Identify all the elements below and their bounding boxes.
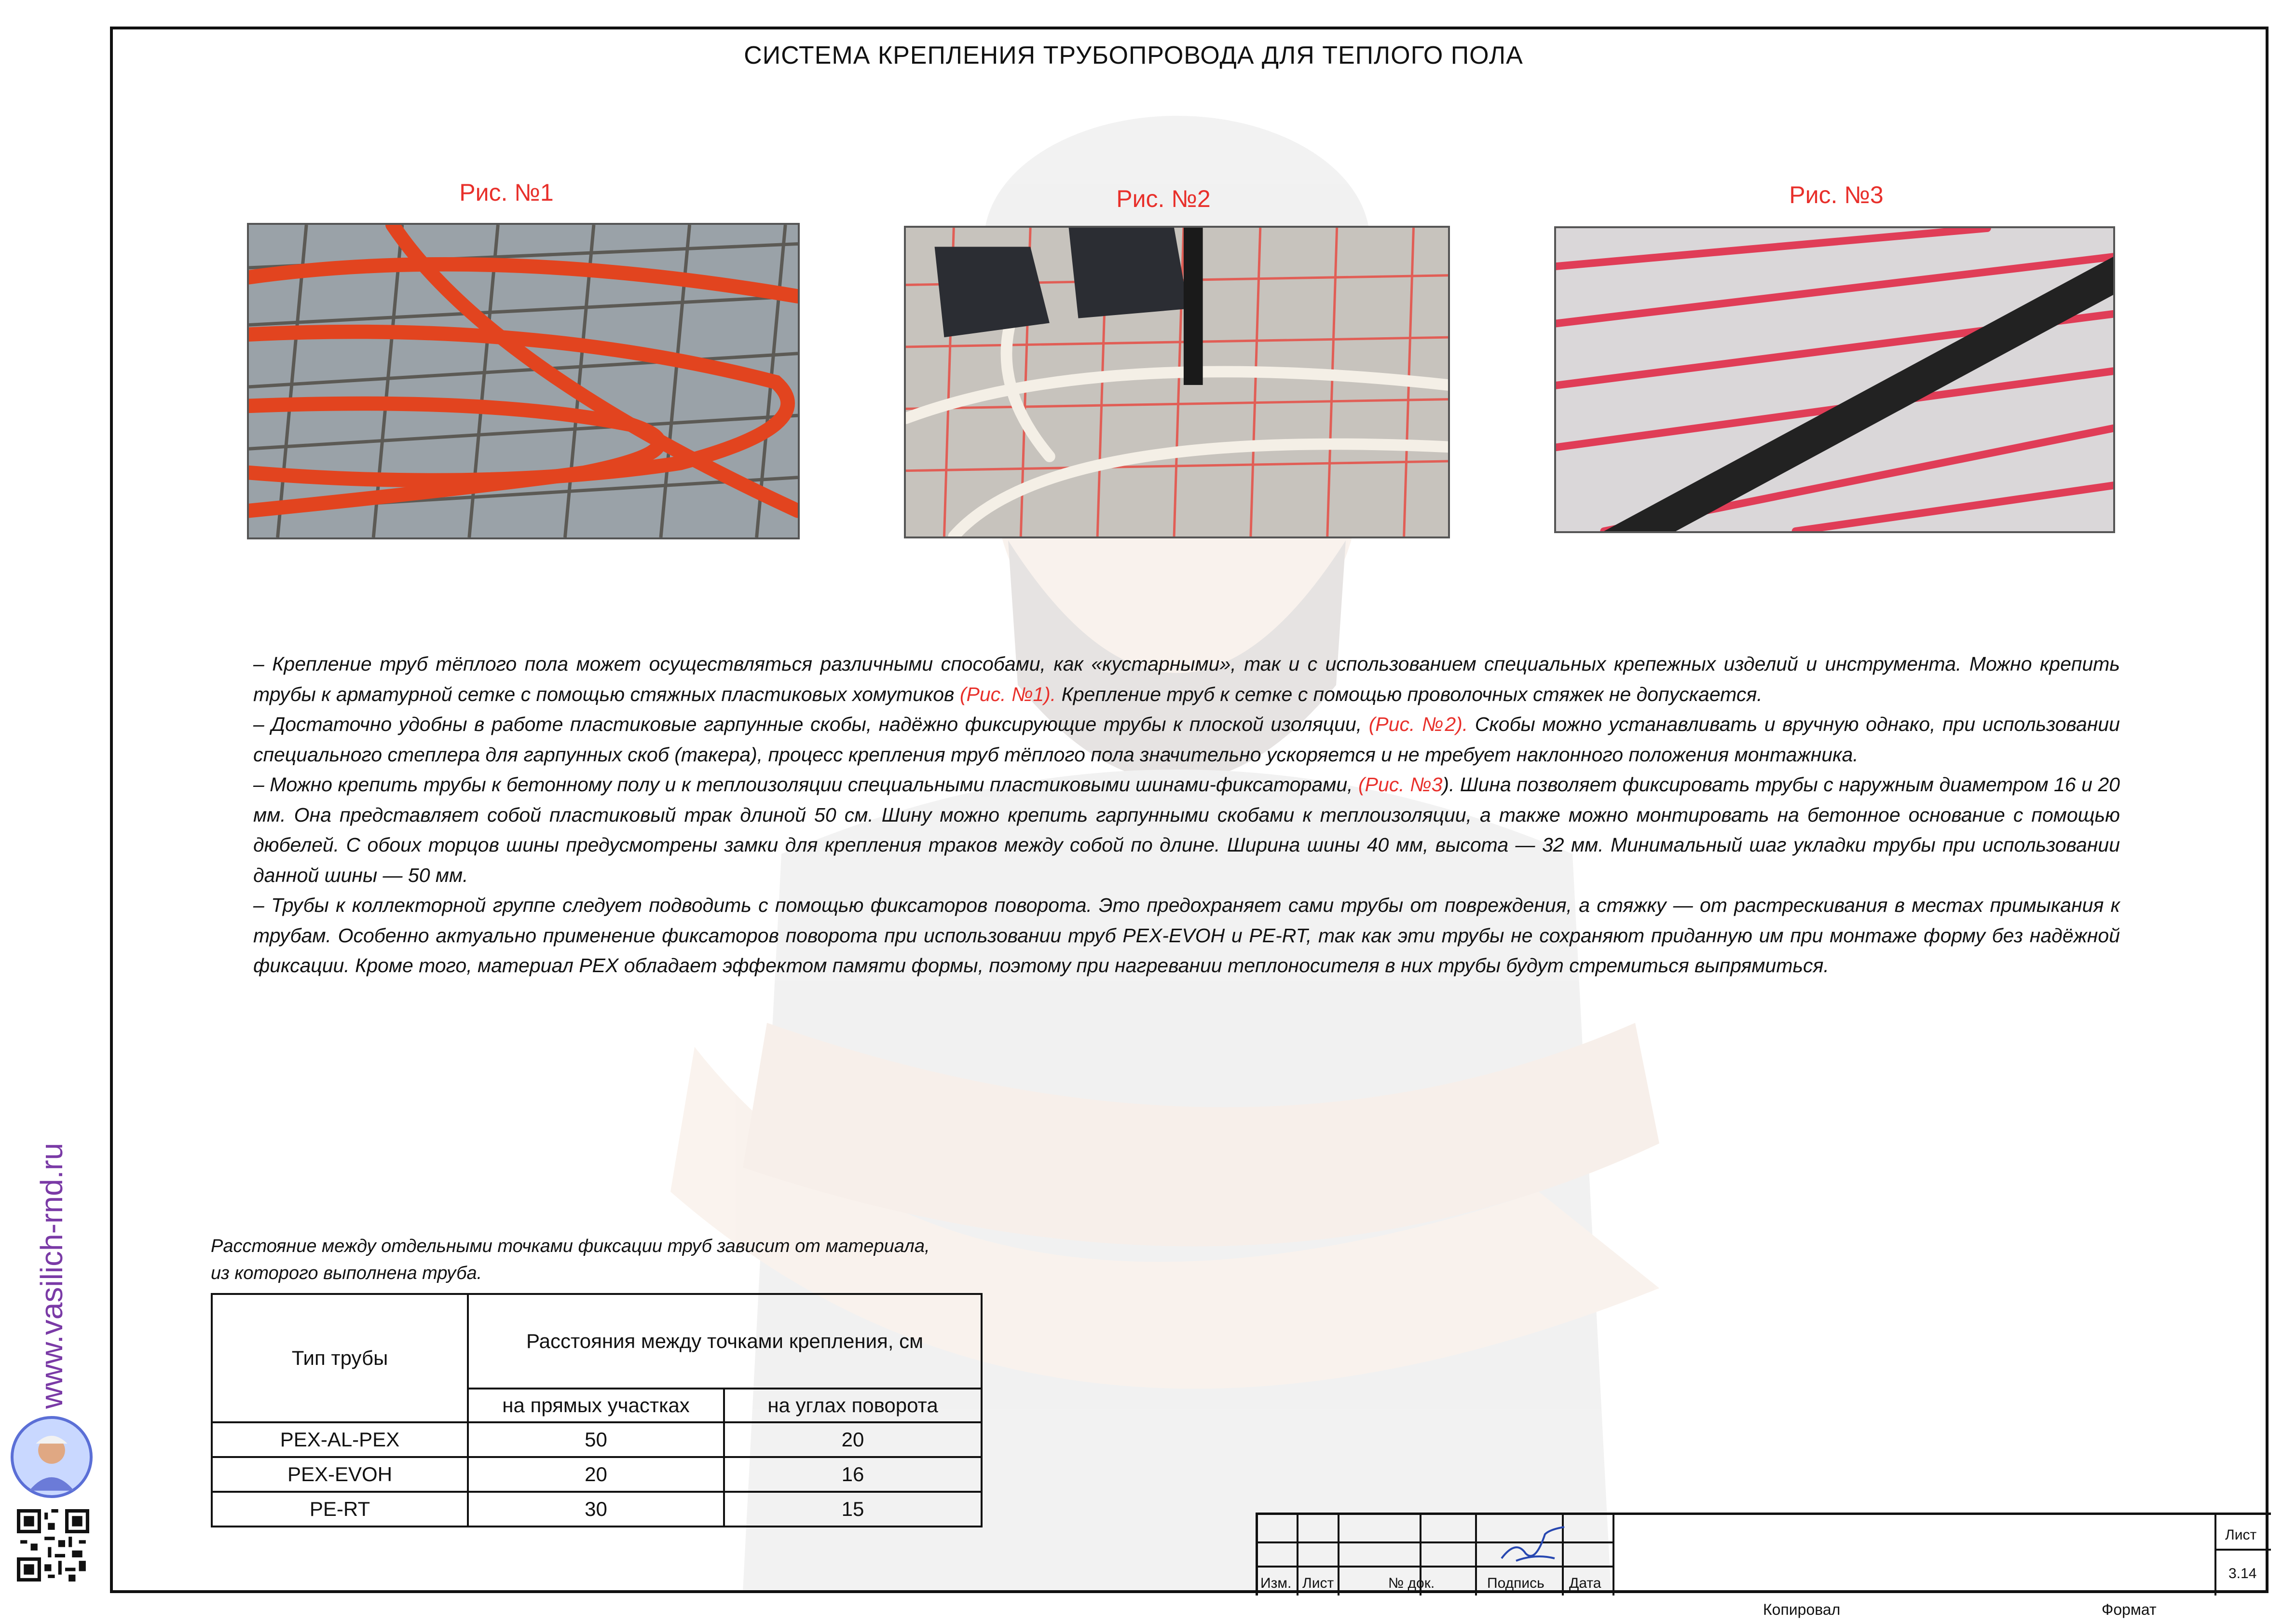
page-title: СИСТЕМА КРЕПЛЕНИЯ ТРУБОПРОВОДА ДЛЯ ТЕПЛОГО ПОЛА (744, 41, 1523, 69)
description-text (253, 649, 2120, 981)
pipe-staples-photo (904, 226, 1450, 538)
table-note: Расстояние между отдельными точками фиксации труб зависит от материала, из которого выполнена труба. (211, 1236, 930, 1283)
figure-3-ref: (Рис. №3 (1358, 773, 1443, 796)
qr-code-icon (17, 1509, 89, 1582)
figure-1-caption: Рис. №1 (459, 179, 554, 206)
list-label: Лист (1302, 1575, 1334, 1591)
figure-2-caption: Рис. №2 (1116, 185, 1211, 212)
pipe-on-mesh-photo (247, 223, 800, 539)
copied-label: Копировал (1763, 1601, 1841, 1618)
figure-2-ref: (Рис. №2). (1368, 713, 1468, 735)
sheet-number: 3.14 (2228, 1566, 2257, 1582)
title-block (1256, 1513, 2271, 1595)
date-label: Дата (1569, 1575, 1601, 1591)
doc-no-label: № док. (1388, 1575, 1435, 1591)
sheet-label: Лист (2225, 1527, 2257, 1543)
paragraph-4: – Трубы к коллекторной группе следует подводить с помощью фиксаторов поворота. Это предохраняет сами трубы от повреждения, а стяжку — от растрескивания в местах примыкания к трубам. Особенно актуально применение фиксаторов поворота при использовании труб PEX-EVOH и PE-RT, так как эти трубы не сохраняют приданную им при монтаже форму без надёжной фиксации. Кроме того, материал PEX обладает эффектом памяти формы, поэтому при нагревании теплоносителя в них трубы будут стремиться выпрямиться. (253, 894, 2120, 977)
figure-3-caption: Рис. №3 (1789, 181, 1884, 208)
paragraph-1: – Крепление труб тёплого пола может осуществляться различными способами, как «кустарными», так и с использованием специальных крепежных изделий и инструмента. Можно крепить трубы к арматурной сетке с помощью стяжных пластиковых хомутиков (Рис. №1). Крепление труб к сетке с помощью проволочных стяжек не допускается. (253, 653, 2120, 705)
pipe-rail-photo (1554, 226, 2115, 533)
figure-1-ref: (Рис. №1). (959, 683, 1056, 705)
header-straight: на прямых участках (468, 1389, 724, 1422)
builder-avatar-icon (11, 1416, 93, 1498)
site-url[interactable]: www.vasilich-rnd.ru (34, 1142, 69, 1409)
table-row: PEX-EVOH 20 16 (212, 1457, 982, 1492)
signature-label: Подпись (1487, 1575, 1544, 1591)
signature-scribble (1497, 1525, 1569, 1568)
header-turn: на углах поворота (724, 1389, 982, 1422)
header-pipe-type: Тип трубы (212, 1294, 468, 1422)
format-label: Формат (2102, 1601, 2157, 1618)
paragraph-2: – Достаточно удобны в работе пластиковые гарпунные скобы, надёжно фиксирующие трубы к плоской изоляции, (Рис. №2). Скобы можно устанавливать и вручную однако, при использовании специального степлера для гарпунных скоб (такера), процесс крепления труб тёплого пола значительно ускоряется и не требует наклонного положения монтажника. (253, 713, 2120, 766)
table-row: PEX-AL-PEX 50 20 (212, 1422, 982, 1457)
table-row: PE-RT 30 15 (212, 1492, 982, 1527)
header-distances: Расстояния между точками крепления, см (468, 1294, 982, 1389)
izm-label: Изм. (1260, 1575, 1292, 1591)
fixing-distance-table (211, 1293, 983, 1527)
paragraph-3: – Можно крепить трубы к бетонному полу и к теплоизоляции специальными пластиковыми шинами-фиксаторами, (Рис. №3). Шина позволяет фиксировать трубы с наружным диаметром 16 и 20 мм. Она представляет собой пластиковый трак длиной 50 см. Шину можно крепить гарпунными скобами к теплоизоляции, а также можно монтировать на бетонное основание с помощью дюбелей. С обоих торцов шины предусмотрены замки для крепления траков между собой по длине. Ширина шины 40 мм, высота — 32 мм. Минимальный шаг укладки трубы при использовании данной шины — 50 мм. (253, 773, 2120, 886)
